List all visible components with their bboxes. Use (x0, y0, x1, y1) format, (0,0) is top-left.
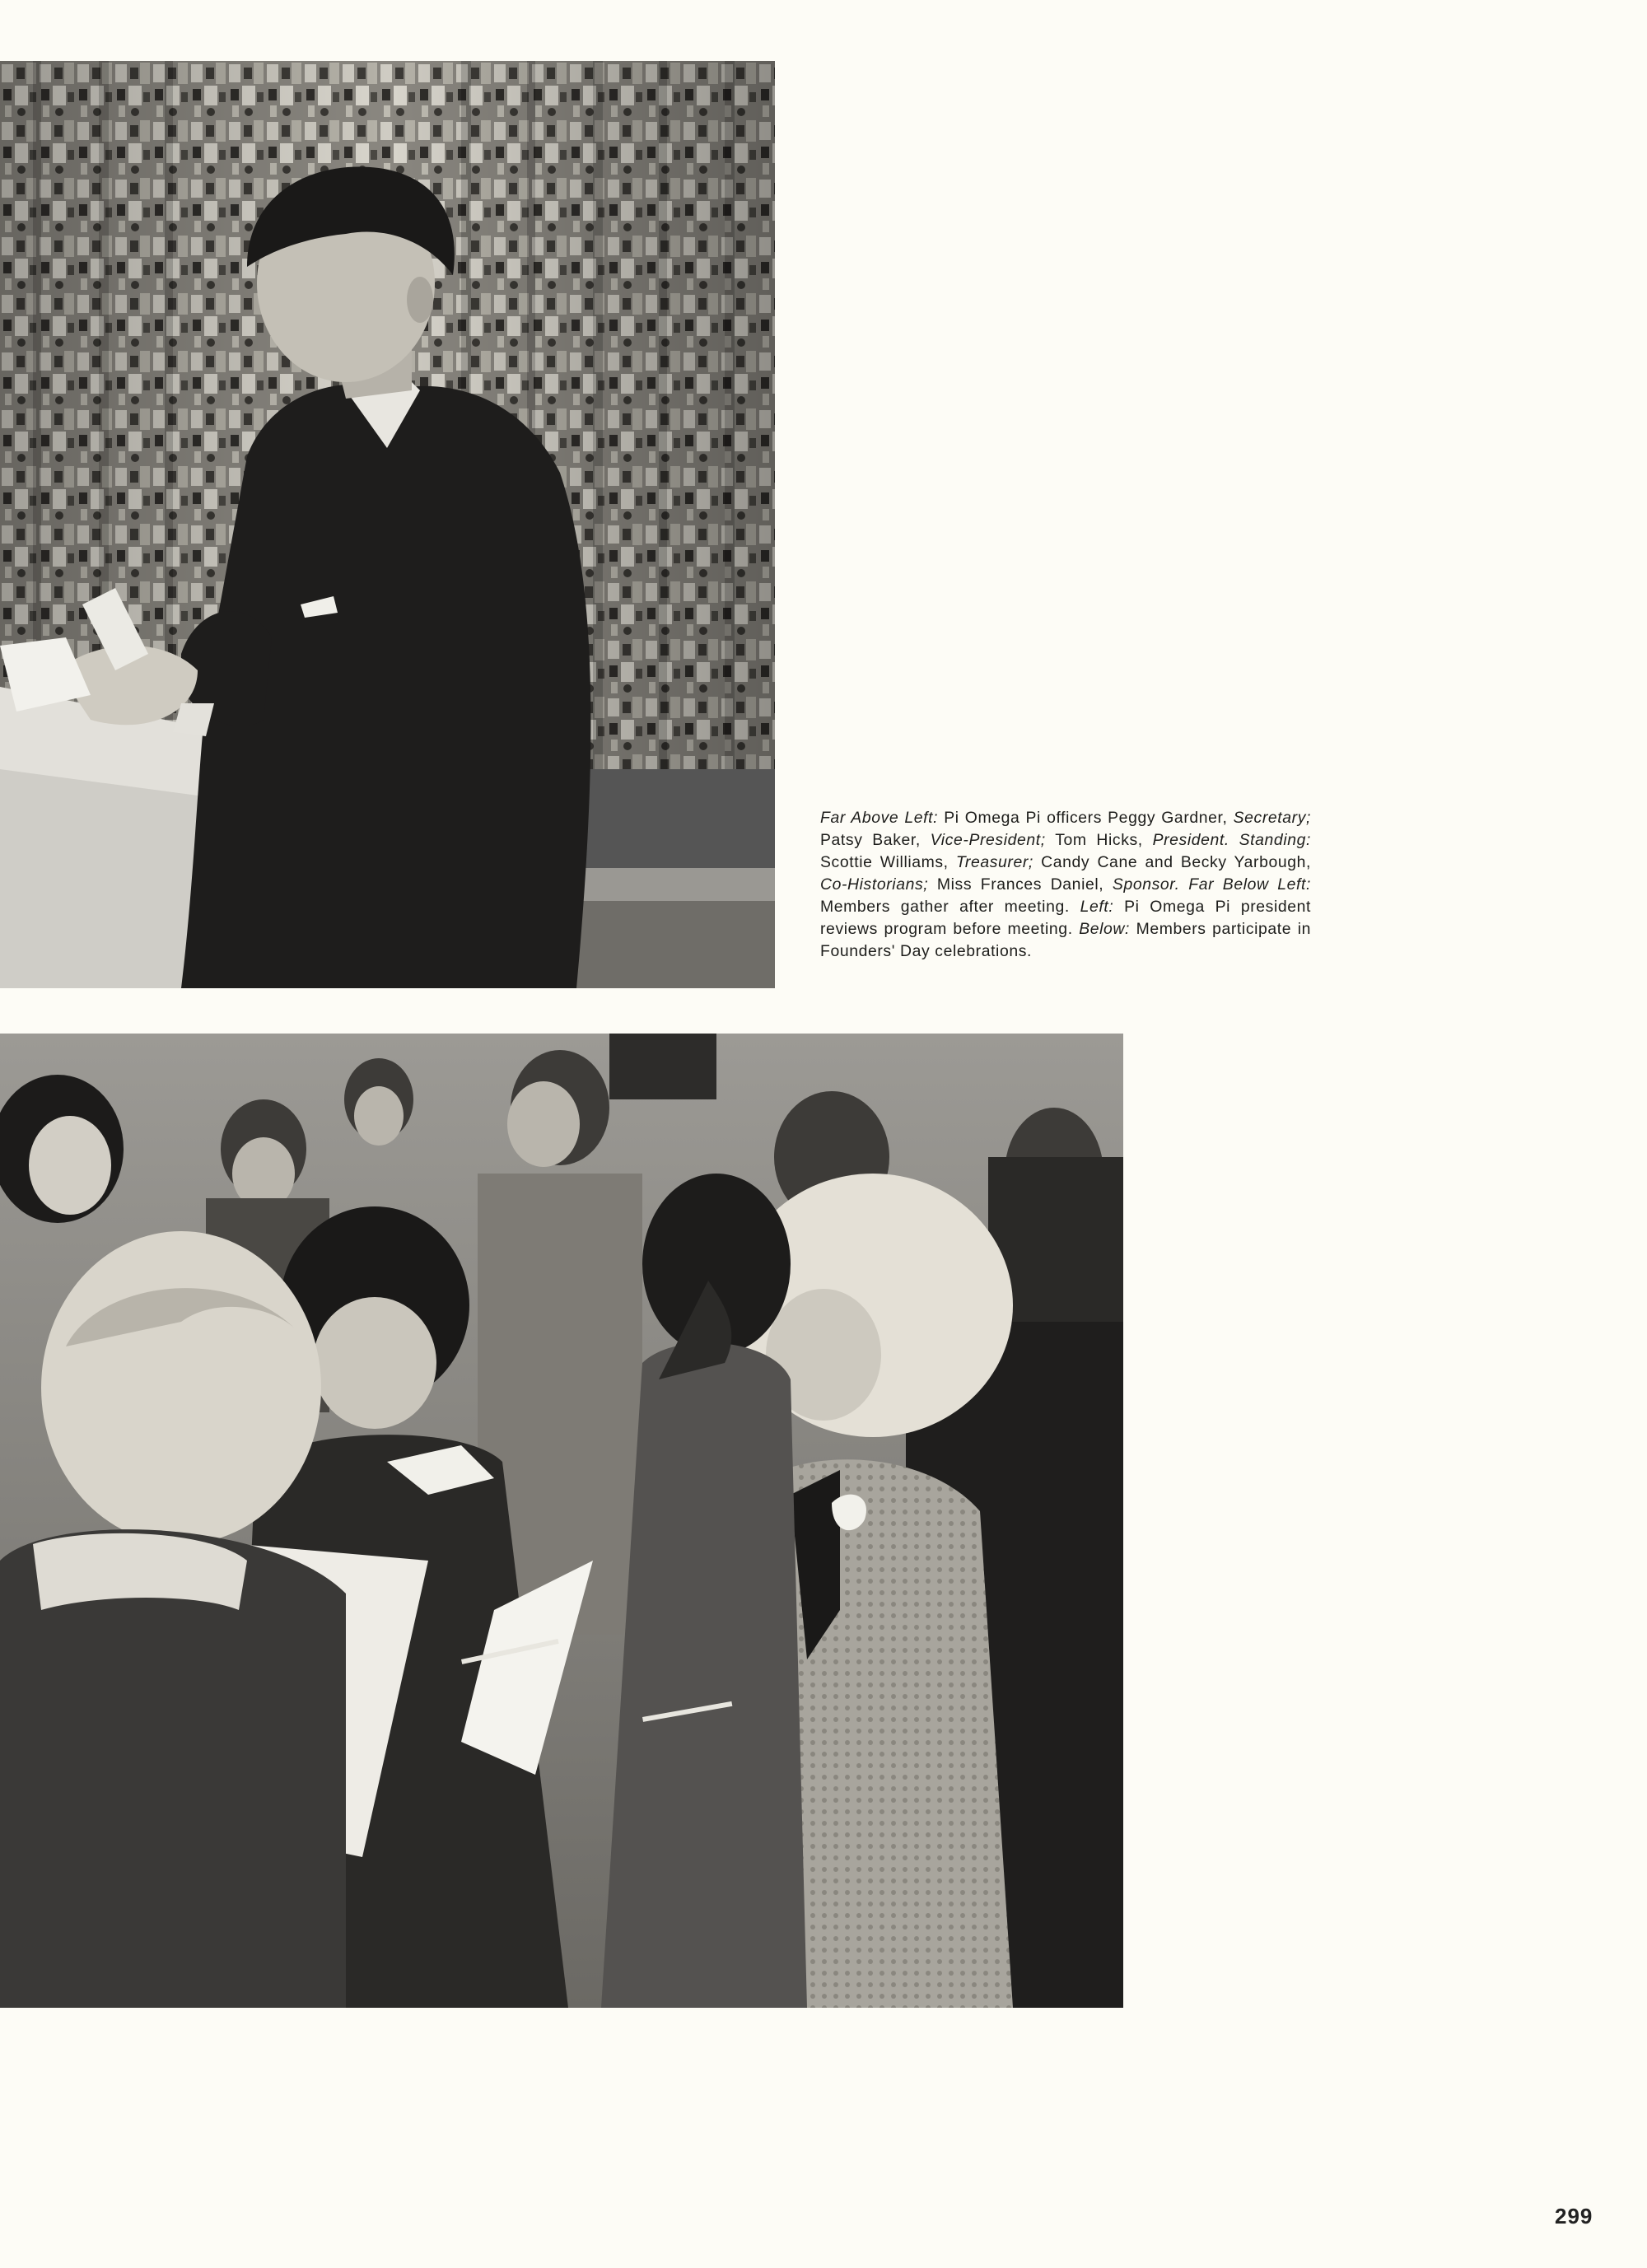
caption-text: Pi Omega Pi officers Peggy Gardner, (938, 809, 1234, 827)
caption-text: Scottie Williams, (820, 853, 956, 871)
caption-label: Left: (1080, 898, 1114, 916)
page-number: 299 (1555, 2204, 1593, 2228)
caption-label: Vice-President; (930, 831, 1046, 849)
caption-text: Patsy Baker, (820, 831, 931, 849)
caption-text: Candy Cane and Becky Yarbough, (1033, 853, 1311, 871)
photo-members-gathering (0, 1034, 1123, 2008)
caption-text: Tom Hicks, (1045, 831, 1153, 849)
caption-label: Secretary; (1233, 809, 1311, 827)
photo-president-reviewing-program (0, 61, 775, 988)
caption-label: Treasurer; (955, 853, 1033, 871)
caption-label: President. Standing: (1152, 831, 1311, 849)
caption-text: Members participate in Founders' Day celebrations. (820, 920, 1311, 960)
caption-text: Members gather after meeting. (820, 898, 1080, 916)
caption-text: Pi Omega Pi president reviews program before meeting. (820, 898, 1311, 938)
caption-label: Far Above Left: (820, 809, 939, 827)
photo-members-image (0, 1034, 1123, 2008)
photo-president-image (0, 61, 775, 988)
caption-label: Co-Historians; (820, 875, 929, 894)
caption-label: Sponsor. Far Below Left: (1112, 875, 1311, 894)
caption-text: Miss Frances Daniel, (928, 875, 1113, 894)
caption-label: Below: (1079, 920, 1131, 938)
photo-caption (820, 807, 1311, 963)
